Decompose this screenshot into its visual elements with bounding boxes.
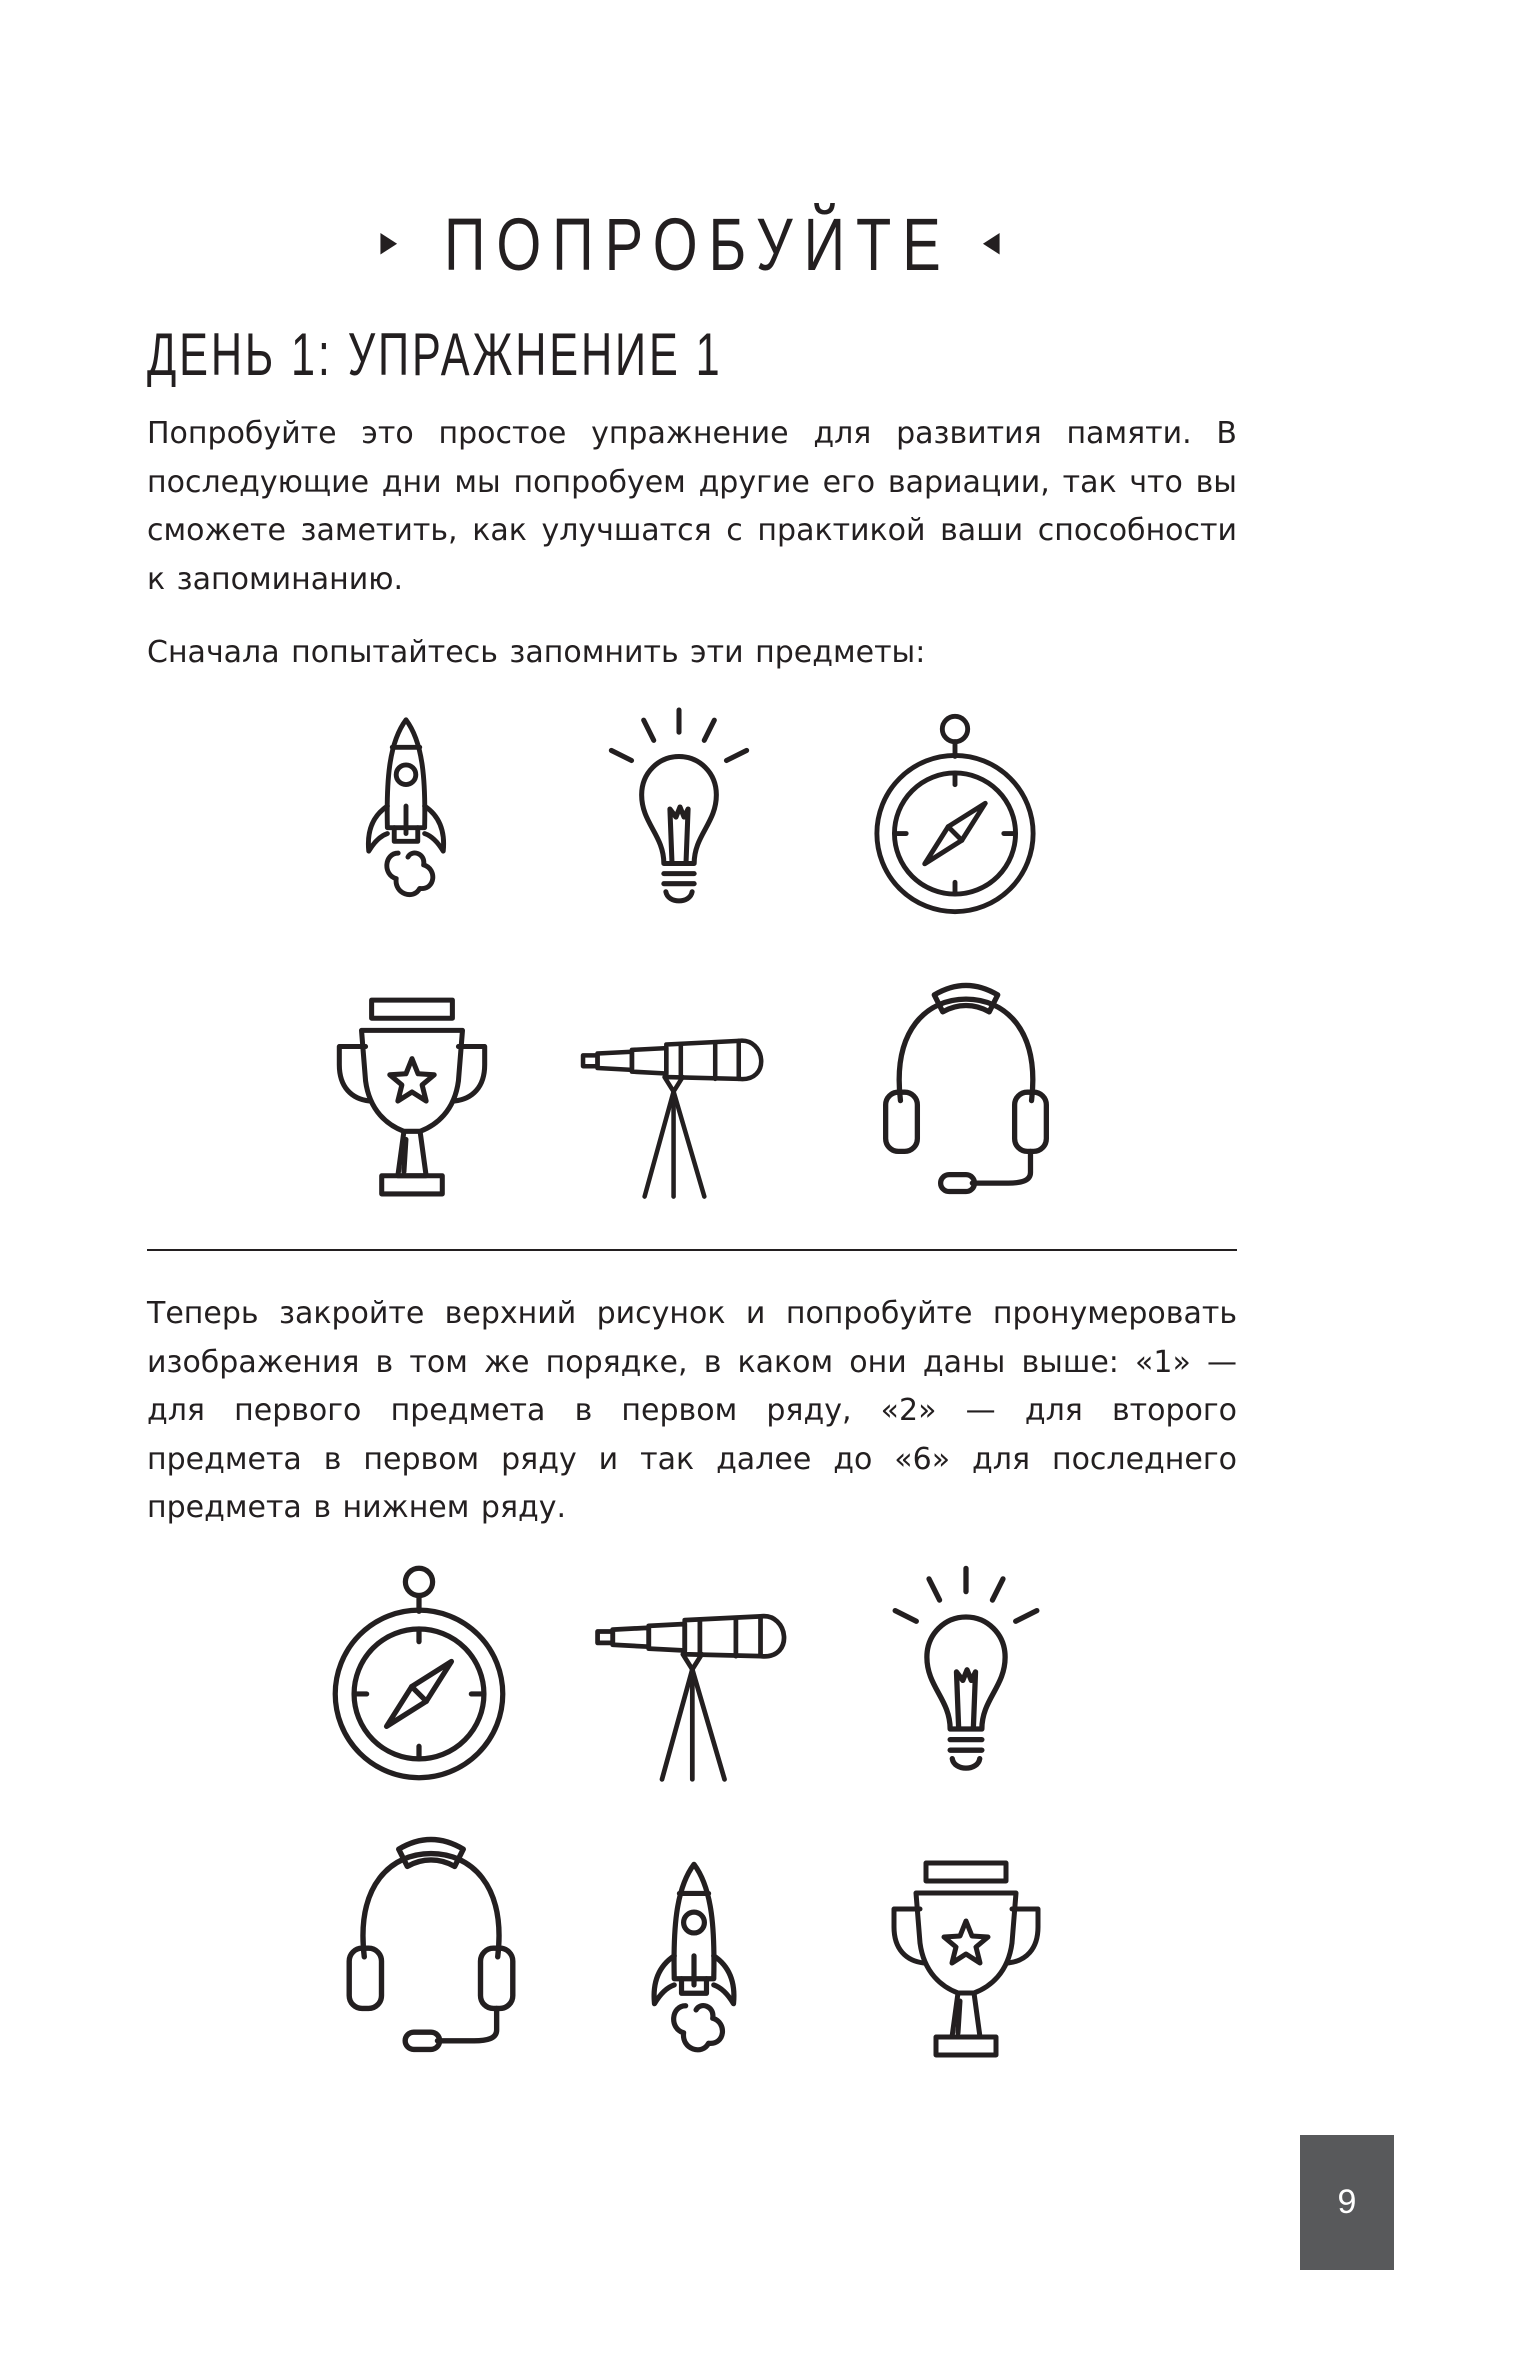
intro-paragraph: Попробуйте это простое упражнение для развития памяти. В последующие дни мы попробуем другие его вариации, так что вы сможете заметить, как улучшатся с практикой ваши способности к запоминанию. — [147, 416, 1237, 597]
rocket-icon — [357, 706, 455, 914]
compass-icon — [872, 708, 1038, 920]
triangle-right-icon: ▶ — [380, 226, 398, 258]
light-bulb-icon — [600, 704, 758, 916]
headset-icon — [880, 978, 1052, 1200]
telescope-icon — [585, 1605, 811, 1785]
compass-icon — [330, 1562, 508, 1784]
task-paragraph: Теперь закройте верхний рисунок и попробуйте пронумеровать изображения в том же порядке, в каком они даны выше: «1» — для первого предмета в первом ряду, «2» — для второго предмета в первом ряду и так далее до «6» для последнего предмета в нижнем ряду. — [147, 1296, 1237, 1525]
triangle-left-icon: ◀ — [982, 226, 1000, 258]
headset-icon — [340, 1832, 522, 2058]
page-number: 9 — [1300, 2135, 1394, 2270]
section-divider — [147, 1249, 1237, 1251]
section-header — [152, 200, 1228, 295]
light-bulb-icon — [882, 1562, 1050, 1784]
page-title: ПОПРОБУЙТЕ — [443, 203, 952, 286]
trophy-icon — [886, 1852, 1046, 2064]
instruction-paragraph: Сначала попытайтесь запомнить эти предметы: — [147, 635, 926, 670]
telescope-icon — [572, 1030, 786, 1202]
rocket-icon — [642, 1852, 746, 2068]
trophy-icon — [330, 990, 494, 1202]
exercise-title: ДЕНЬ 1: УПРАЖНЕНИЕ 1 — [147, 321, 723, 388]
